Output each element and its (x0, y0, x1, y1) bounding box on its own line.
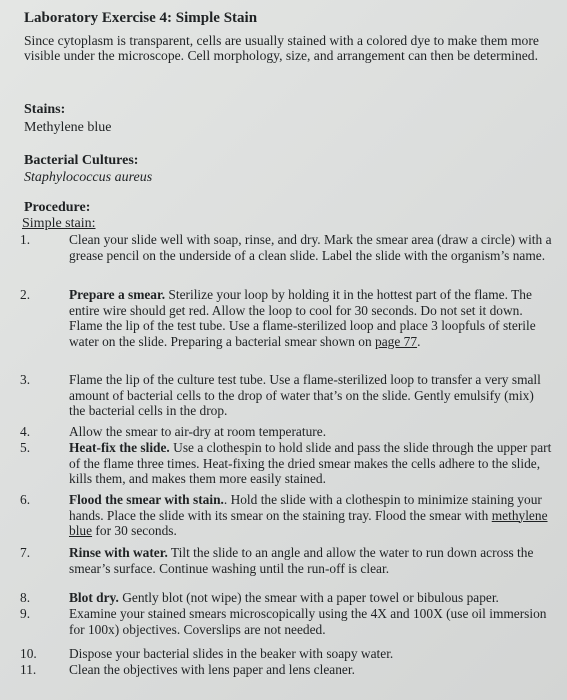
step-heading: Flood the smear with stain. (69, 492, 224, 507)
stains-value: Methylene blue (24, 120, 112, 135)
step-heading: Prepare a smear. (69, 287, 166, 302)
step-number: 9. (20, 606, 31, 621)
cultures-label: Bacterial Cultures: (24, 153, 139, 168)
stains-label: Stains: (24, 102, 66, 117)
procedure-label: Procedure: (24, 200, 91, 215)
step-heading: Heat-fix the slide. (69, 440, 170, 455)
intro-paragraph: Since cytoplasm is transparent, cells are usually stained with a colored dye to make them more visible under the microscope. Cell morphology, size, and arrangement can then be determined. (24, 33, 539, 63)
step-text: Clean your slide well with soap, rinse, and dry. Mark the smear area (draw a circle) with a grease pencil on the underside of a clean slide. Label the slide with the organism’s name. (69, 232, 552, 263)
step-number: 6. (20, 492, 31, 507)
step-text: Clean the objectives with lens paper and lens cleaner. (69, 662, 355, 677)
step-number: 2. (20, 287, 31, 302)
step-text: Heat-fix the slide. Use a clothespin to hold slide and pass the slide through the upper part of the flame three times. Heat-fixing the dried smear makes the cells adhere to the slide, kills them, and makes them more easily stained. (69, 440, 552, 486)
step-number: 8. (20, 590, 31, 605)
step-heading: Rinse with water. (69, 545, 168, 560)
step-number: 3. (20, 372, 31, 387)
step-text: Flood the smear with stain.. Hold the slide with a clothespin to minimize staining your hands. Place the slide with its smear on the staining tray. Flood the smear with methylene blue for 30 seconds. (69, 492, 548, 538)
step-number: 10. (20, 646, 37, 661)
step-text: Prepare a smear. Sterilize your loop by holding it in the hottest part of the flame. The entire wire should get red. Allow the loop to cool for 30 seconds. Do not set it down. Flame the lip of the test tube. Use a flame-sterilized loop and place 3 loopfuls of sterile water on the slide. Preparing a bacterial smear shown on page 77. (69, 287, 536, 349)
step-number: 11. (20, 662, 37, 677)
step-text: Allow the smear to air-dry at room temperature. (69, 424, 327, 439)
step-number: 5. (20, 440, 31, 455)
step-heading: Blot dry. (69, 590, 119, 605)
step-text: Rinse with water. Tilt the slide to an angle and allow the water to run down across the smear’s surface. Continue washing until the run-off is clear. (69, 545, 534, 576)
step-number: 7. (20, 545, 31, 560)
step-text: Examine your stained smears microscopically using the 4X and 100X (use oil immersion for 100x) objectives. Coverslips are not needed. (69, 606, 547, 637)
page-title: Laboratory Exercise 4: Simple Stain (24, 10, 258, 26)
step-number: 4. (20, 424, 31, 439)
page-reference-link: page 77 (375, 333, 418, 349)
cultures-value: Staphylococcus aureus (24, 170, 153, 185)
step-text: Dispose your bacterial slides in the beaker with soapy water. (69, 646, 394, 661)
step-text: Flame the lip of the culture test tube. Use a flame-sterilized loop to transfer a very small amount of bacterial cells to the drop of water that’s on the slide. Gently emulsify (mix) the bacterial cells in the drop. (69, 372, 541, 418)
step-text: Blot dry. Gently blot (not wipe) the smear with a paper towel or bibulous paper. (69, 590, 499, 605)
stain-name: methylene blue (69, 507, 548, 538)
step-number: 1. (20, 232, 31, 247)
simple-stain-sublabel: Simple stain: (22, 216, 96, 231)
